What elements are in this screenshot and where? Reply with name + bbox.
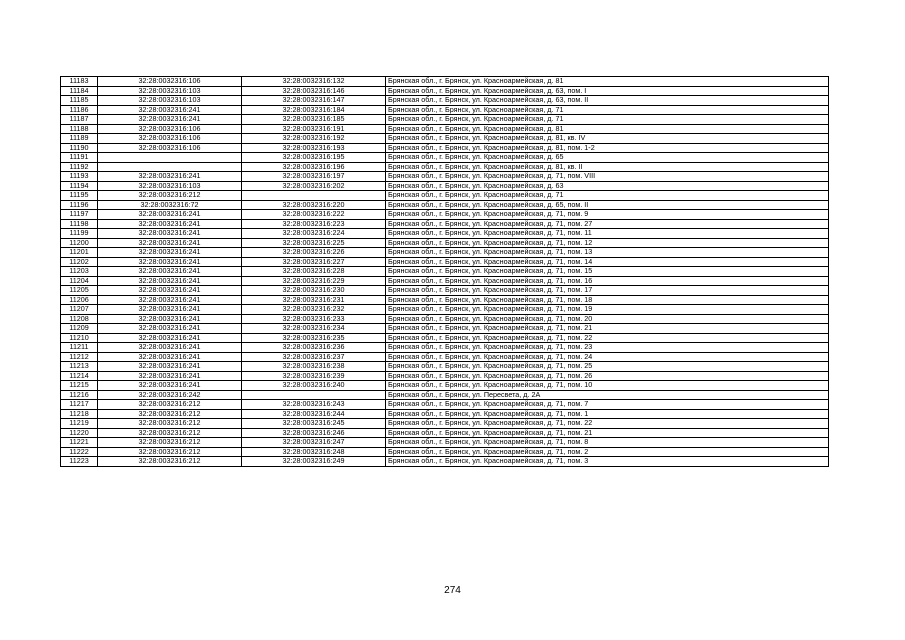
address-cell: Брянская обл., г. Брянск, ул. Красноармейская, д. 71 — [386, 105, 829, 115]
table-row — [61, 172, 829, 182]
land-plot-cadastral-cell: 32:28:0032316:106 — [98, 77, 242, 87]
land-plot-cadastral-cell: 32:28:0032316:241 — [98, 115, 242, 125]
table-row — [61, 333, 829, 343]
object-cadastral-cell: 32:28:0032316:230 — [242, 286, 386, 296]
land-plot-cadastral-cell: 32:28:0032316:241 — [98, 267, 242, 277]
object-cadastral-cell — [242, 390, 386, 400]
table-row — [61, 362, 829, 372]
row-number-cell: 11204 — [61, 276, 98, 286]
row-number-cell: 11201 — [61, 248, 98, 258]
row-number-cell: 11194 — [61, 181, 98, 191]
object-cadastral-cell: 32:28:0032316:246 — [242, 428, 386, 438]
object-cadastral-cell: 32:28:0032316:249 — [242, 457, 386, 467]
land-plot-cadastral-cell: 32:28:0032316:106 — [98, 134, 242, 144]
address-cell: Брянская обл., г. Брянск, ул. Красноармейская, д. 65 — [386, 153, 829, 163]
page-number: 274 — [444, 585, 461, 596]
land-plot-cadastral-cell: 32:28:0032316:241 — [98, 381, 242, 391]
row-number-cell: 11191 — [61, 153, 98, 163]
address-cell: Брянская обл., г. Брянск, ул. Красноармейская, д. 71, пом. 25 — [386, 362, 829, 372]
table-row — [61, 428, 829, 438]
address-cell: Брянская обл., г. Брянск, ул. Красноармейская, д. 81, пом. 1-2 — [386, 143, 829, 153]
row-number-cell: 11190 — [61, 143, 98, 153]
row-number-cell: 11212 — [61, 352, 98, 362]
land-plot-cadastral-cell: 32:28:0032316:103 — [98, 181, 242, 191]
table-row — [61, 153, 829, 163]
land-plot-cadastral-cell — [98, 162, 242, 172]
object-cadastral-cell: 32:28:0032316:223 — [242, 219, 386, 229]
address-cell: Брянская обл., г. Брянск, ул. Красноармейская, д. 63, пом. I — [386, 86, 829, 96]
object-cadastral-cell: 32:28:0032316:196 — [242, 162, 386, 172]
land-plot-cadastral-cell: 32:28:0032316:241 — [98, 371, 242, 381]
table-row — [61, 143, 829, 153]
object-cadastral-cell: 32:28:0032316:231 — [242, 295, 386, 305]
table-row — [61, 447, 829, 457]
object-cadastral-cell: 32:28:0032316:234 — [242, 324, 386, 334]
address-cell: Брянская обл., г. Брянск, ул. Красноармейская, д. 71, пом. 2 — [386, 447, 829, 457]
address-cell: Брянская обл., г. Брянск, ул. Красноармейская, д. 71, пом. 26 — [386, 371, 829, 381]
table-row — [61, 371, 829, 381]
address-cell: Брянская обл., г. Брянск, ул. Красноармейская, д. 71, пом. 19 — [386, 305, 829, 315]
land-plot-cadastral-cell: 32:28:0032316:106 — [98, 124, 242, 134]
object-cadastral-cell: 32:28:0032316:191 — [242, 124, 386, 134]
table-row — [61, 115, 829, 125]
table-row — [61, 305, 829, 315]
row-number-cell: 11185 — [61, 96, 98, 106]
row-number-cell: 11184 — [61, 86, 98, 96]
land-plot-cadastral-cell: 32:28:0032316:241 — [98, 257, 242, 267]
land-plot-cadastral-cell: 32:28:0032316:241 — [98, 286, 242, 296]
object-cadastral-cell: 32:28:0032316:232 — [242, 305, 386, 315]
object-cadastral-cell: 32:28:0032316:220 — [242, 200, 386, 210]
address-cell: Брянская обл., г. Брянск, ул. Красноармейская, д. 81, кв. II — [386, 162, 829, 172]
address-cell: Брянская обл., г. Брянск, ул. Красноармейская, д. 71, пом. 3 — [386, 457, 829, 467]
row-number-cell: 11189 — [61, 134, 98, 144]
table-row — [61, 77, 829, 87]
table-row — [61, 286, 829, 296]
row-number-cell: 11187 — [61, 115, 98, 125]
row-number-cell: 11222 — [61, 447, 98, 457]
table-row — [61, 181, 829, 191]
row-number-cell: 11186 — [61, 105, 98, 115]
row-number-cell: 11216 — [61, 390, 98, 400]
table-row — [61, 96, 829, 106]
row-number-cell: 11210 — [61, 333, 98, 343]
row-number-cell: 11195 — [61, 191, 98, 201]
address-cell: Брянская обл., г. Брянск, ул. Красноармейская, д. 71, пом. 9 — [386, 210, 829, 220]
object-cadastral-cell: 32:28:0032316:238 — [242, 362, 386, 372]
row-number-cell: 11188 — [61, 124, 98, 134]
row-number-cell: 11183 — [61, 77, 98, 87]
table-row — [61, 276, 829, 286]
table-row — [61, 400, 829, 410]
row-number-cell: 11207 — [61, 305, 98, 315]
land-plot-cadastral-cell: 32:28:0032316:241 — [98, 343, 242, 353]
row-number-cell: 11197 — [61, 210, 98, 220]
address-cell: Брянская обл., г. Брянск, ул. Красноармейская, д. 71, пом. 8 — [386, 438, 829, 448]
object-cadastral-cell: 32:28:0032316:236 — [242, 343, 386, 353]
land-plot-cadastral-cell: 32:28:0032316:241 — [98, 305, 242, 315]
table-row — [61, 267, 829, 277]
object-cadastral-cell: 32:28:0032316:244 — [242, 409, 386, 419]
address-cell: Брянская обл., г. Брянск, ул. Красноармейская, д. 71, пом. 24 — [386, 352, 829, 362]
land-plot-cadastral-cell: 32:28:0032316:241 — [98, 172, 242, 182]
address-cell: Брянская обл., г. Брянск, ул. Красноармейская, д. 71, пом. 22 — [386, 419, 829, 429]
address-cell: Брянская обл., г. Брянск, ул. Красноармейская, д. 71, пом. 13 — [386, 248, 829, 258]
address-cell: Брянская обл., г. Брянск, ул. Красноармейская, д. 81 — [386, 77, 829, 87]
object-cadastral-cell: 32:28:0032316:243 — [242, 400, 386, 410]
table-row — [61, 229, 829, 239]
address-cell: Брянская обл., г. Брянск, ул. Красноармейская, д. 63, пом. II — [386, 96, 829, 106]
land-plot-cadastral-cell — [98, 153, 242, 163]
table-row — [61, 238, 829, 248]
object-cadastral-cell: 32:28:0032316:233 — [242, 314, 386, 324]
object-cadastral-cell: 32:28:0032316:237 — [242, 352, 386, 362]
row-number-cell: 11209 — [61, 324, 98, 334]
row-number-cell: 11223 — [61, 457, 98, 467]
land-plot-cadastral-cell: 32:28:0032316:212 — [98, 419, 242, 429]
land-plot-cadastral-cell: 32:28:0032316:212 — [98, 400, 242, 410]
row-number-cell: 11199 — [61, 229, 98, 239]
table-row — [61, 438, 829, 448]
registry-table — [60, 76, 829, 467]
address-cell: Брянская обл., г. Брянск, ул. Красноармейская, д. 71, пом. 23 — [386, 343, 829, 353]
land-plot-cadastral-cell: 32:28:0032316:103 — [98, 86, 242, 96]
row-number-cell: 11215 — [61, 381, 98, 391]
address-cell: Брянская обл., г. Брянск, ул. Красноармейская, д. 71, пом. 21 — [386, 428, 829, 438]
land-plot-cadastral-cell: 32:28:0032316:241 — [98, 362, 242, 372]
row-number-cell: 11193 — [61, 172, 98, 182]
land-plot-cadastral-cell: 32:28:0032316:241 — [98, 295, 242, 305]
address-cell: Брянская обл., г. Брянск, ул. Красноармейская, д. 71, пом. 12 — [386, 238, 829, 248]
row-number-cell: 11217 — [61, 400, 98, 410]
object-cadastral-cell: 32:28:0032316:132 — [242, 77, 386, 87]
address-cell: Брянская обл., г. Брянск, ул. Красноармейская, д. 71, пом. 17 — [386, 286, 829, 296]
land-plot-cadastral-cell: 32:28:0032316:242 — [98, 390, 242, 400]
object-cadastral-cell: 32:28:0032316:229 — [242, 276, 386, 286]
land-plot-cadastral-cell: 32:28:0032316:241 — [98, 276, 242, 286]
address-cell: Брянская обл., г. Брянск, ул. Красноармейская, д. 81 — [386, 124, 829, 134]
row-number-cell: 11214 — [61, 371, 98, 381]
address-cell: Брянская обл., г. Брянск, ул. Красноармейская, д. 65, пом. II — [386, 200, 829, 210]
object-cadastral-cell: 32:28:0032316:222 — [242, 210, 386, 220]
address-cell: Брянская обл., г. Брянск, ул. Красноармейская, д. 71, пом. 18 — [386, 295, 829, 305]
object-cadastral-cell: 32:28:0032316:226 — [242, 248, 386, 258]
land-plot-cadastral-cell: 32:28:0032316:106 — [98, 143, 242, 153]
row-number-cell: 11208 — [61, 314, 98, 324]
row-number-cell: 11219 — [61, 419, 98, 429]
row-number-cell: 11213 — [61, 362, 98, 372]
land-plot-cadastral-cell: 32:28:0032316:212 — [98, 409, 242, 419]
table-row — [61, 86, 829, 96]
row-number-cell: 11198 — [61, 219, 98, 229]
address-cell: Брянская обл., г. Брянск, ул. Красноармейская, д. 71, пом. 15 — [386, 267, 829, 277]
land-plot-cadastral-cell: 32:28:0032316:241 — [98, 314, 242, 324]
object-cadastral-cell: 32:28:0032316:195 — [242, 153, 386, 163]
row-number-cell: 11192 — [61, 162, 98, 172]
address-cell: Брянская обл., г. Брянск, ул. Красноармейская, д. 71, пом. 7 — [386, 400, 829, 410]
address-cell: Брянская обл., г. Брянск, ул. Красноармейская, д. 71, пом. 1 — [386, 409, 829, 419]
address-cell: Брянская обл., г. Брянск, ул. Красноармейская, д. 71, пом. 21 — [386, 324, 829, 334]
row-number-cell: 11202 — [61, 257, 98, 267]
address-cell: Брянская обл., г. Брянск, ул. Красноармейская, д. 71 — [386, 191, 829, 201]
table-row — [61, 219, 829, 229]
object-cadastral-cell: 32:28:0032316:248 — [242, 447, 386, 457]
object-cadastral-cell — [242, 191, 386, 201]
table-row — [61, 248, 829, 258]
table-row — [61, 210, 829, 220]
table-row — [61, 162, 829, 172]
object-cadastral-cell: 32:28:0032316:147 — [242, 96, 386, 106]
table-row — [61, 457, 829, 467]
row-number-cell: 11220 — [61, 428, 98, 438]
land-plot-cadastral-cell: 32:28:0032316:72 — [98, 200, 242, 210]
object-cadastral-cell: 32:28:0032316:185 — [242, 115, 386, 125]
row-number-cell: 11221 — [61, 438, 98, 448]
address-cell: Брянская обл., г. Брянск, ул. Красноармейская, д. 71, пом. 20 — [386, 314, 829, 324]
land-plot-cadastral-cell: 32:28:0032316:212 — [98, 457, 242, 467]
object-cadastral-cell: 32:28:0032316:227 — [242, 257, 386, 267]
address-cell: Брянская обл., г. Брянск, ул. Пересвета, д. 2А — [386, 390, 829, 400]
land-plot-cadastral-cell: 32:28:0032316:241 — [98, 219, 242, 229]
object-cadastral-cell: 32:28:0032316:202 — [242, 181, 386, 191]
address-cell: Брянская обл., г. Брянск, ул. Красноармейская, д. 71, пом. VIII — [386, 172, 829, 182]
address-cell: Брянская обл., г. Брянск, ул. Красноармейская, д. 71, пом. 14 — [386, 257, 829, 267]
land-plot-cadastral-cell: 32:28:0032316:212 — [98, 438, 242, 448]
land-plot-cadastral-cell: 32:28:0032316:212 — [98, 191, 242, 201]
table-row — [61, 381, 829, 391]
object-cadastral-cell: 32:28:0032316:146 — [242, 86, 386, 96]
object-cadastral-cell: 32:28:0032316:247 — [242, 438, 386, 448]
object-cadastral-cell: 32:28:0032316:228 — [242, 267, 386, 277]
land-plot-cadastral-cell: 32:28:0032316:212 — [98, 428, 242, 438]
address-cell: Брянская обл., г. Брянск, ул. Красноармейская, д. 71, пом. 10 — [386, 381, 829, 391]
object-cadastral-cell: 32:28:0032316:197 — [242, 172, 386, 182]
land-plot-cadastral-cell: 32:28:0032316:241 — [98, 352, 242, 362]
address-cell: Брянская обл., г. Брянск, ул. Красноармейская, д. 71, пом. 22 — [386, 333, 829, 343]
table-row — [61, 257, 829, 267]
land-plot-cadastral-cell: 32:28:0032316:212 — [98, 447, 242, 457]
land-plot-cadastral-cell: 32:28:0032316:241 — [98, 333, 242, 343]
row-number-cell: 11203 — [61, 267, 98, 277]
table-row — [61, 191, 829, 201]
row-number-cell: 11200 — [61, 238, 98, 248]
table-row — [61, 124, 829, 134]
object-cadastral-cell: 32:28:0032316:239 — [242, 371, 386, 381]
table-row — [61, 105, 829, 115]
row-number-cell: 11218 — [61, 409, 98, 419]
land-plot-cadastral-cell: 32:28:0032316:241 — [98, 324, 242, 334]
address-cell: Брянская обл., г. Брянск, ул. Красноармейская, д. 71, пом. 11 — [386, 229, 829, 239]
address-cell: Брянская обл., г. Брянск, ул. Красноармейская, д. 71 — [386, 115, 829, 125]
row-number-cell: 11196 — [61, 200, 98, 210]
address-cell: Брянская обл., г. Брянск, ул. Красноармейская, д. 63 — [386, 181, 829, 191]
row-number-cell: 11206 — [61, 295, 98, 305]
table-row — [61, 409, 829, 419]
registry-table-body — [61, 77, 829, 467]
table-row — [61, 324, 829, 334]
object-cadastral-cell: 32:28:0032316:240 — [242, 381, 386, 391]
object-cadastral-cell: 32:28:0032316:184 — [242, 105, 386, 115]
row-number-cell: 11205 — [61, 286, 98, 296]
land-plot-cadastral-cell: 32:28:0032316:241 — [98, 248, 242, 258]
address-cell: Брянская обл., г. Брянск, ул. Красноармейская, д. 71, пом. 27 — [386, 219, 829, 229]
object-cadastral-cell: 32:28:0032316:245 — [242, 419, 386, 429]
table-row — [61, 419, 829, 429]
table-row — [61, 352, 829, 362]
land-plot-cadastral-cell: 32:28:0032316:241 — [98, 229, 242, 239]
object-cadastral-cell: 32:28:0032316:225 — [242, 238, 386, 248]
land-plot-cadastral-cell: 32:28:0032316:103 — [98, 96, 242, 106]
object-cadastral-cell: 32:28:0032316:193 — [242, 143, 386, 153]
land-plot-cadastral-cell: 32:28:0032316:241 — [98, 105, 242, 115]
land-plot-cadastral-cell: 32:28:0032316:241 — [98, 210, 242, 220]
table-row — [61, 134, 829, 144]
object-cadastral-cell: 32:28:0032316:224 — [242, 229, 386, 239]
table-row — [61, 390, 829, 400]
object-cadastral-cell: 32:28:0032316:235 — [242, 333, 386, 343]
row-number-cell: 11211 — [61, 343, 98, 353]
table-row — [61, 314, 829, 324]
table-row — [61, 200, 829, 210]
table-row — [61, 343, 829, 353]
land-plot-cadastral-cell: 32:28:0032316:241 — [98, 238, 242, 248]
address-cell: Брянская обл., г. Брянск, ул. Красноармейская, д. 81, кв. IV — [386, 134, 829, 144]
address-cell: Брянская обл., г. Брянск, ул. Красноармейская, д. 71, пом. 16 — [386, 276, 829, 286]
object-cadastral-cell: 32:28:0032316:192 — [242, 134, 386, 144]
table-row — [61, 295, 829, 305]
